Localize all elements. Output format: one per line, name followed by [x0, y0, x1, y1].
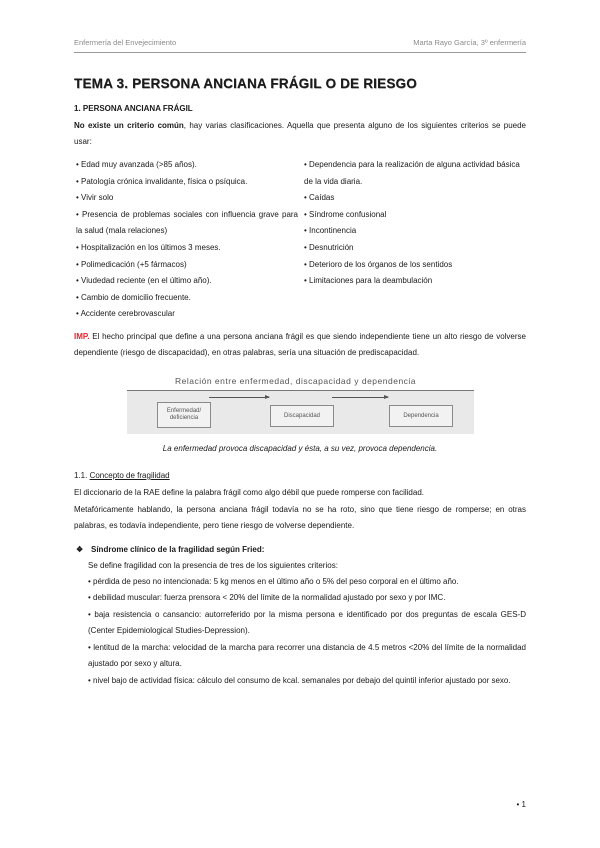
diagram-divider [127, 390, 474, 391]
fried-heading-text: Síndrome clínico de la fragilidad según Fried: [91, 545, 265, 554]
section-title: Concepto de fragilidad [89, 471, 170, 480]
list-item: • Accidente cerebrovascular [76, 309, 175, 319]
box1-line1: Enfermedad/ [166, 408, 202, 414]
header-divider [74, 52, 526, 53]
diagram-caption: La enfermedad provoca discapacidad y ésta, a su vez, provoca dependencia. [162, 444, 438, 453]
list-item: • nivel bajo de actividad física: cálculo del consumo de kcal. semanales por debajo del quintil inferior ajustado por sexo. [88, 676, 511, 685]
list-item: • Deterioro de los órganos de los sentidos [304, 259, 453, 269]
list-item: • Caídas [304, 193, 335, 203]
list-item: • Patología crónica invalidante, física o psíquica. [76, 176, 248, 186]
intro-rest: , hay varias clasificaciones. Aquella que presenta alguno de los siguientes criterios se puede usar: [74, 121, 526, 146]
section-number: 1.1. [74, 471, 90, 480]
list-item: • Polimedicación (+5 fármacos) [76, 259, 187, 269]
diagram-body [127, 390, 474, 434]
list-item: • Incontinencia [304, 226, 357, 236]
criteria-right-column [304, 157, 526, 290]
diagram-title: Relación entre enfermedad, discapacidad y dependencia [175, 376, 417, 386]
fried-intro: Se define fragilidad con la presencia de tres de los siguientes criterios: [88, 561, 338, 570]
diagram-box-discapacidad: Discapacidad [270, 405, 334, 427]
imp-paragraph [74, 329, 526, 361]
arrow-right-icon [209, 397, 269, 398]
arrow-right-icon [332, 397, 388, 398]
page-number: • 1 [516, 800, 526, 809]
list-item: • Vivir solo [76, 193, 114, 203]
list-item: • Síndrome confusional [304, 209, 387, 219]
list-item: • Edad muy avanzada (>85 años). [76, 160, 197, 169]
imp-text: El hecho principal que define a una persona anciana frágil es que siendo independiente tiene un alto riesgo de volverse dependiente (riesgo de discapacidad), en otras palabras, sería una situación de prediscapacidad. [74, 332, 526, 357]
diagram-box-enfermedad [157, 402, 211, 428]
list-item: • Dependencia para la realización de alguna actividad básica de la vida diaria. [304, 160, 520, 186]
section-1-intro [74, 118, 526, 150]
intro-bold: No existe un criterio común [74, 121, 184, 130]
list-item: • Limitaciones para la deambulación [304, 276, 433, 286]
header-course: Enfermería del Envejecimiento [74, 38, 177, 47]
diagram-box-dependencia: Dependencia [389, 405, 453, 427]
list-item: • Viudedad reciente (en el último año). [76, 276, 212, 286]
list-item: • Presencia de problemas sociales con influencia grave para la salud (mala relaciones) [76, 209, 298, 236]
list-item: • Desnutrición [304, 242, 354, 252]
diamond-bullet-icon: ❖ [76, 545, 84, 554]
section-1-1-p2: Metafóricamente hablando, la persona anciana frágil todavía no se ha roto, sino que tiene riesgo de romperse; en otras palabras, es todavía independiente, pero tiene riesgo de volverse dependiente. [74, 505, 526, 530]
relation-diagram [127, 372, 474, 434]
section-1-1-p1: El diccionario de la RAE define la palabra frágil como algo débil que puede romperse con facilidad. [74, 488, 424, 497]
diagram-title-band [127, 372, 474, 390]
box1-line2: deficiencia [169, 415, 199, 421]
section-1-heading: 1. PERSONA ANCIANA FRÁGIL [74, 104, 193, 113]
imp-label: IMP. [74, 332, 90, 341]
list-item: • lentitud de la marcha: velocidad de la marcha para recorrer una distancia de 4.5 metros <20% del límite de la normalidad ajustado por sexo y altura. [88, 643, 526, 668]
list-item: • baja resistencia o cansancio: autorreferido por la misma persona e identificado por dos preguntas de escala GES-D (Center Epidemiological Studies-Depression). [88, 610, 526, 635]
page-title: TEMA 3. PERSONA ANCIANA FRÁGIL O DE RIESGO [74, 76, 417, 91]
list-item: • pérdida de peso no intencionada: 5 kg menos en el último año o 5% del peso corporal en el último año. [88, 577, 459, 586]
criteria-left-column [76, 157, 298, 323]
list-item: • debilidad muscular: fuerza prensora < 20% del límite de la normalidad ajustado por sexo y por IMC. [88, 593, 446, 602]
header-author: Marta Rayo García, 3º enfermería [413, 38, 526, 47]
list-item: • Hospitalización en los últimos 3 meses. [76, 242, 221, 252]
fried-heading [76, 542, 528, 558]
list-item: • Cambio de domicilio frecuente. [76, 292, 191, 302]
section-1-1-heading [74, 468, 526, 484]
